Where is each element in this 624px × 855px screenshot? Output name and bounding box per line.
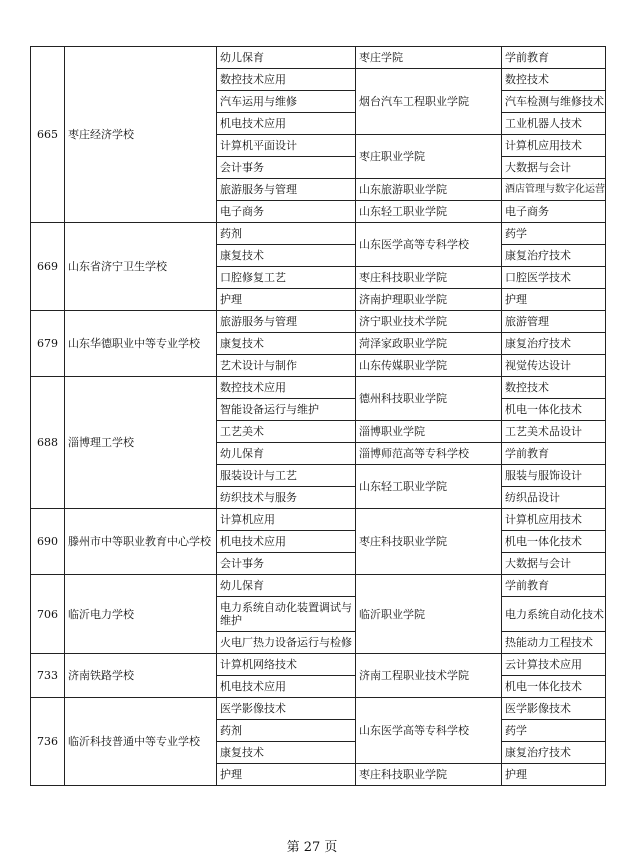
school-name-cell: 滕州市中等职业教育中心学校 xyxy=(65,509,217,575)
higher-major-cell: 药学 xyxy=(502,720,606,742)
secondary-major-cell: 电力系统自动化装置调试与维护 xyxy=(217,597,356,632)
school-code-cell: 669 xyxy=(31,223,65,311)
partner-college-cell: 济南工程职业技术学院 xyxy=(356,654,502,698)
higher-major-cell: 机电一体化技术 xyxy=(502,676,606,698)
secondary-major-cell: 幼儿保育 xyxy=(217,443,356,465)
table-row xyxy=(31,698,606,720)
school-code-cell: 679 xyxy=(31,311,65,377)
higher-major-cell: 康复治疗技术 xyxy=(502,333,606,355)
school-name-cell: 枣庄经济学校 xyxy=(65,47,217,223)
partner-college-cell: 枣庄科技职业学院 xyxy=(356,267,502,289)
table-row xyxy=(31,47,606,69)
partner-college-cell: 临沂职业学院 xyxy=(356,575,502,654)
partner-college-cell: 山东旅游职业学院 xyxy=(356,179,502,201)
school-code-cell: 688 xyxy=(31,377,65,509)
higher-major-cell: 云计算技术应用 xyxy=(502,654,606,676)
table-row xyxy=(31,509,606,531)
secondary-major-cell: 康复技术 xyxy=(217,742,356,764)
table-row xyxy=(31,377,606,399)
secondary-major-cell: 汽车运用与维修 xyxy=(217,91,356,113)
program-table-body xyxy=(31,47,606,786)
secondary-major-cell: 旅游服务与管理 xyxy=(217,179,356,201)
secondary-major-cell: 护理 xyxy=(217,764,356,786)
secondary-major-cell: 数控技术应用 xyxy=(217,69,356,91)
partner-college-cell: 淄博职业学院 xyxy=(356,421,502,443)
higher-major-cell: 工艺美术品设计 xyxy=(502,421,606,443)
secondary-major-cell: 会计事务 xyxy=(217,553,356,575)
secondary-major-cell: 艺术设计与制作 xyxy=(217,355,356,377)
higher-major-cell: 数控技术 xyxy=(502,69,606,91)
secondary-major-cell: 计算机应用 xyxy=(217,509,356,531)
higher-major-cell: 机电一体化技术 xyxy=(502,399,606,421)
higher-major-cell: 计算机应用技术 xyxy=(502,509,606,531)
partner-college-cell: 淄博师范高等专科学校 xyxy=(356,443,502,465)
higher-major-cell: 纺织品设计 xyxy=(502,487,606,509)
secondary-major-cell: 幼儿保育 xyxy=(217,575,356,597)
program-table xyxy=(30,46,606,786)
secondary-major-cell: 会计事务 xyxy=(217,157,356,179)
higher-major-cell: 服装与服饰设计 xyxy=(502,465,606,487)
secondary-major-cell: 护理 xyxy=(217,289,356,311)
secondary-major-cell: 智能设备运行与维护 xyxy=(217,399,356,421)
secondary-major-cell: 工艺美术 xyxy=(217,421,356,443)
higher-major-cell: 大数据与会计 xyxy=(502,553,606,575)
higher-major-cell: 口腔医学技术 xyxy=(502,267,606,289)
table-row xyxy=(31,311,606,333)
secondary-major-cell: 计算机平面设计 xyxy=(217,135,356,157)
table-row xyxy=(31,575,606,597)
higher-major-cell: 视觉传达设计 xyxy=(502,355,606,377)
partner-college-cell: 枣庄科技职业学院 xyxy=(356,764,502,786)
secondary-major-cell: 康复技术 xyxy=(217,245,356,267)
higher-major-cell: 药学 xyxy=(502,223,606,245)
higher-major-cell: 工业机器人技术 xyxy=(502,113,606,135)
higher-major-cell: 大数据与会计 xyxy=(502,157,606,179)
higher-major-cell: 热能动力工程技术 xyxy=(502,632,606,654)
secondary-major-cell: 医学影像技术 xyxy=(217,698,356,720)
secondary-major-cell: 旅游服务与管理 xyxy=(217,311,356,333)
partner-college-cell: 德州科技职业学院 xyxy=(356,377,502,421)
partner-college-cell: 枣庄科技职业学院 xyxy=(356,509,502,575)
partner-college-cell: 山东医学高等专科学校 xyxy=(356,223,502,267)
secondary-major-cell: 机电技术应用 xyxy=(217,113,356,135)
partner-college-cell: 山东传媒职业学院 xyxy=(356,355,502,377)
school-name-cell: 淄博理工学校 xyxy=(65,377,217,509)
partner-college-cell: 山东轻工职业学院 xyxy=(356,201,502,223)
secondary-major-cell: 电子商务 xyxy=(217,201,356,223)
higher-major-cell: 机电一体化技术 xyxy=(502,531,606,553)
school-code-cell: 736 xyxy=(31,698,65,786)
higher-major-cell: 数控技术 xyxy=(502,377,606,399)
higher-major-cell: 学前教育 xyxy=(502,575,606,597)
table-row xyxy=(31,654,606,676)
secondary-major-cell: 幼儿保育 xyxy=(217,47,356,69)
secondary-major-cell: 机电技术应用 xyxy=(217,531,356,553)
secondary-major-cell: 机电技术应用 xyxy=(217,676,356,698)
secondary-major-cell: 数控技术应用 xyxy=(217,377,356,399)
page-number: 第 27 页 xyxy=(286,840,338,855)
higher-major-cell: 酒店管理与数字化运营 xyxy=(502,179,606,201)
school-code-cell: 690 xyxy=(31,509,65,575)
higher-major-cell: 电子商务 xyxy=(502,201,606,223)
higher-major-cell: 学前教育 xyxy=(502,443,606,465)
secondary-major-cell: 康复技术 xyxy=(217,333,356,355)
school-name-cell: 山东华德职业中等专业学校 xyxy=(65,311,217,377)
higher-major-cell: 康复治疗技术 xyxy=(502,245,606,267)
secondary-major-cell: 计算机网络技术 xyxy=(217,654,356,676)
higher-major-cell: 电力系统自动化技术 xyxy=(502,597,606,632)
higher-major-cell: 计算机应用技术 xyxy=(502,135,606,157)
partner-college-cell: 菏泽家政职业学院 xyxy=(356,333,502,355)
school-code-cell: 706 xyxy=(31,575,65,654)
partner-college-cell: 烟台汽车工程职业学院 xyxy=(356,69,502,135)
secondary-major-cell: 纺织技术与服务 xyxy=(217,487,356,509)
secondary-major-cell: 口腔修复工艺 xyxy=(217,267,356,289)
school-name-cell: 临沂科技普通中等专业学校 xyxy=(65,698,217,786)
partner-college-cell: 枣庄学院 xyxy=(356,47,502,69)
school-name-cell: 临沂电力学校 xyxy=(65,575,217,654)
secondary-major-cell: 服装设计与工艺 xyxy=(217,465,356,487)
higher-major-cell: 康复治疗技术 xyxy=(502,742,606,764)
school-name-cell: 山东省济宁卫生学校 xyxy=(65,223,217,311)
secondary-major-cell: 药剂 xyxy=(217,223,356,245)
school-name-cell: 济南铁路学校 xyxy=(65,654,217,698)
higher-major-cell: 医学影像技术 xyxy=(502,698,606,720)
higher-major-cell: 护理 xyxy=(502,289,606,311)
higher-major-cell: 学前教育 xyxy=(502,47,606,69)
school-code-cell: 665 xyxy=(31,47,65,223)
higher-major-cell: 护理 xyxy=(502,764,606,786)
partner-college-cell: 山东医学高等专科学校 xyxy=(356,698,502,764)
table-row xyxy=(31,223,606,245)
higher-major-cell: 旅游管理 xyxy=(502,311,606,333)
school-code-cell: 733 xyxy=(31,654,65,698)
partner-college-cell: 济南护理职业学院 xyxy=(356,289,502,311)
partner-college-cell: 枣庄职业学院 xyxy=(356,135,502,179)
higher-major-cell: 汽车检测与维修技术 xyxy=(502,91,606,113)
secondary-major-cell: 药剂 xyxy=(217,720,356,742)
partner-college-cell: 山东轻工职业学院 xyxy=(356,465,502,509)
secondary-major-cell: 火电厂热力设备运行与检修 xyxy=(217,632,356,654)
partner-college-cell: 济宁职业技术学院 xyxy=(356,311,502,333)
